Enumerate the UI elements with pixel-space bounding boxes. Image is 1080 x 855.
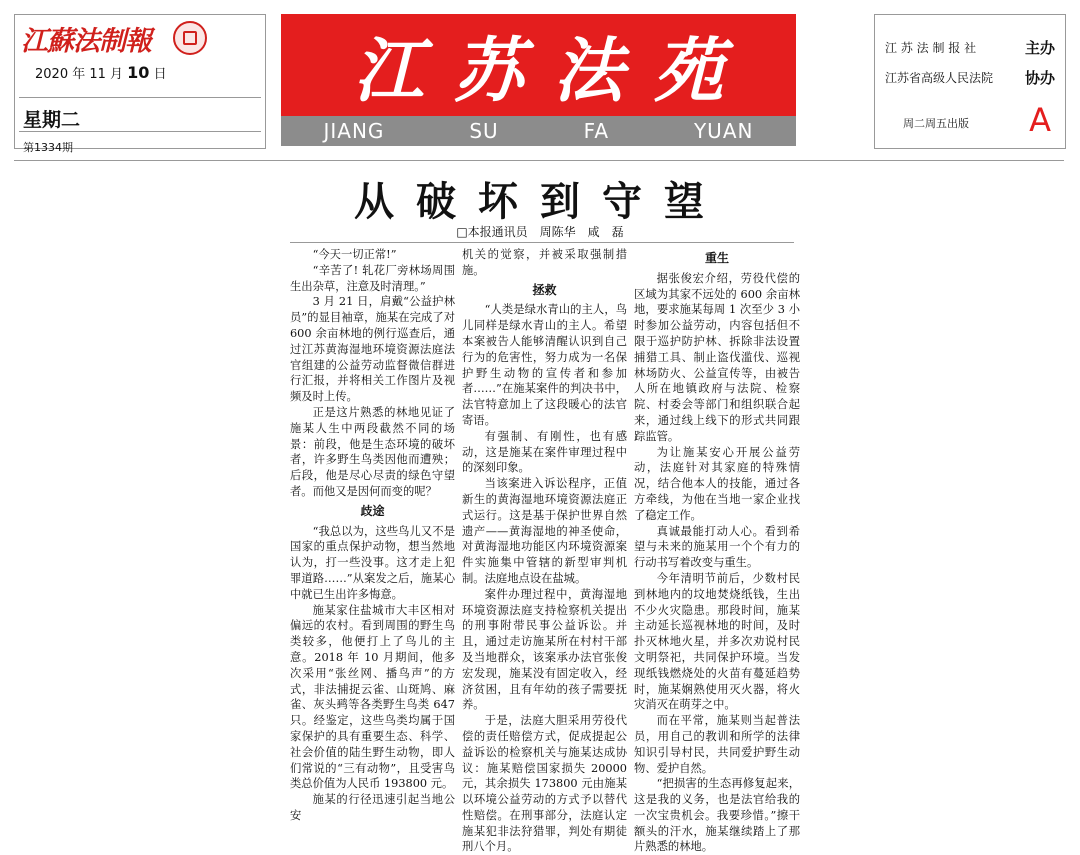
page-title — [281, 14, 796, 116]
masthead-rule — [14, 160, 1064, 161]
article-column-1 — [290, 247, 455, 824]
paragraph: 正是这片熟悉的林地见证了施某人生中两段截然不同的场景：前段，他是生态环境的破坏者，许多野生鸟类因他而遭殃；后段，他是尽心尽责的绿色守望者。而他又是因何而变的呢？ — [290, 405, 455, 498]
divider — [290, 242, 794, 243]
section-heading: 重生 — [704, 251, 729, 265]
co-organizer: 江苏省高级人民法院 — [885, 71, 994, 85]
section-heading: 拯救 — [532, 282, 557, 297]
pinyin-word: SU — [469, 119, 499, 143]
paragraph: 当该案进入诉讼程序，正值新生的黄海湿地环境资源法庭正式运行。这是基于保护世界自然遗产——黄海湿地的神圣使命，对黄海湿地功能区内环境资源案件实施集中管辖的新型审判机制。法庭地点设在盐城。 — [462, 477, 627, 585]
paragraph: 而在平常，施某则当起普法员，用自己的教训和所学的法律知识引导村民，共同爱护野生动物、爱护自然。 — [634, 714, 800, 775]
pinyin-word: FA — [583, 119, 610, 143]
paragraph: “今天一切正常!” — [312, 248, 397, 261]
divider — [19, 97, 261, 98]
paragraph: 于是，法庭大胆采用劳役代偿的责任赔偿方式，促成提起公益诉讼的检察机关与施某达成协议：施某赔偿国家损失 20000 元，其余损失 173800 元由施某以环境公益劳动的方式予以替代性赔偿。在刑事部分，法庭认定施某犯非法狩猎罪，判处有期徒刑八个月。 — [462, 714, 627, 854]
weekday: 星期二 — [23, 109, 81, 131]
publisher-box — [874, 14, 1066, 149]
paragraph: 案件办理过程中，黄海湿地环境资源法庭支持检察机关提出的刑事附带民事公益诉讼。并且，通过走访施某所在村村干部及当地群众，该案承办法官张俊宏发现，施某没有固定收入，经济贫困，且有年幼的孩子需要抚养。 — [462, 587, 627, 712]
date-box — [14, 14, 266, 154]
paragraph: 施某家住盐城市大丰区相对偏远的农村。看到周围的野生鸟类较多，他便打上了鸟儿的主意。2018 年 10 月期间，他多次采用“张丝网、播鸟声”的方式，非法捕捉云雀、山斑鸠、麻雀、灰头鹀等各类野生鸟类 647 只。经鉴定，这些鸟类均属于国家保护的具有重要生态、科学、社会价值的陆生野生动物，即人们常说的“三有动物”，且受害鸟类总价值为人民币 193800 元。 — [290, 603, 455, 791]
paragraph: “人类是绿水青山的主人，鸟儿同样是绿水青山的主人。希望本案被告人能够清醒认识到自己行为的危害性，努力成为一名保护野生动物的宣传者和参加者……”在施某案件的判决书中，法官特意加上了这段暖心的法官寄语。 — [462, 303, 627, 427]
paragraph: 有强制、有刚性，也有感动，这是施某在案件审理过程中的深刻印象。 — [462, 429, 627, 475]
title-char: 法 — [553, 28, 624, 112]
paragraph: “我总以为，这些鸟儿又不是国家的重点保护动物，想当然地认为，打一些没事。这才走上犯罪道路……”从案发之后，施某心中就已生出许多悔意。 — [290, 524, 455, 601]
article-byline: □本报通讯员 周陈华 咸 磊 — [456, 225, 624, 239]
article-column-2 — [462, 247, 627, 855]
paragraph: 据张俊宏介绍，劳役代偿的区域为其家不远处的 600 余亩林地，要求施某每周 1 次至少 3 小时参加公益劳动，内容包括但不限于巡护防护林、拆除非法设置捕猎工具、制止盗伐滥伐、巡视林场防火、公益宣传等，由被告人所在地镇政府与法院、检察院、村委会等部门和组织联合起来，通过线上线下的形式共同跟踪监管。 — [634, 271, 800, 443]
court-emblem-icon — [173, 21, 207, 55]
masthead — [0, 0, 1080, 163]
title-banner — [281, 14, 796, 116]
paragraph: 施某的行径迅速引起当地公安 — [290, 793, 455, 822]
paragraph: 今年清明节前后，少数村民到林地内的坟地焚烧纸钱，生出不少火灾隐患。那段时间，施某主动延长巡视林地的时间，及时扑灭林地火星，并多次劝说村民文明祭祀，共同保护环境。当发现纸钱燃烧处的火苗有蔓延趋势时，施某娴熟使用灭火器，将火灾消灭在萌芽之中。 — [634, 571, 800, 712]
paragraph: “辛苦了! 轧花厂旁林场周围生出杂草，注意及时清理。” — [290, 263, 455, 293]
title-char: 江 — [353, 28, 424, 112]
issue-date: 2020 年 11 月 10 日 — [35, 63, 167, 82]
pinyin-word: YUAN — [693, 119, 754, 143]
publication-frequency: 周二周五出版 — [903, 117, 969, 130]
pinyin-bar — [281, 116, 796, 146]
paragraph: 3 月 21 日，肩戴“公益护林员”的显目袖章，施某在完成了对 600 余亩林地的例行巡查后，通过江苏黄海湿地环境资源法庭法官组建的公益劳动监督微信群进行汇报，并将相关工作图片及视频及时上传。 — [290, 295, 455, 404]
organizer: 江 苏 法 制 报 社 — [885, 41, 977, 55]
article-column-3 — [634, 247, 800, 855]
co-organizer-role: 协办 — [1024, 69, 1055, 87]
paragraph: 为让施某安心开展公益劳动，法庭针对其家庭的特殊情况，结合他本人的技能，通过各方牵线，为他在当地一家企业找了稳定工作。 — [634, 445, 800, 522]
paragraph: 真诚最能打动人心。看到希望与未来的施某用一个个有力的行动书写着改变与重生。 — [634, 524, 800, 570]
article-headline: 从破坏到守望 — [354, 179, 726, 225]
organizer-role: 主办 — [1024, 39, 1055, 57]
paragraph: 机关的觉察，并被采取强制措施。 — [462, 248, 627, 277]
divider — [19, 131, 261, 132]
newspaper-logo: 江蘇法制報 — [21, 26, 151, 57]
section-heading: 歧途 — [360, 503, 385, 518]
paragraph: “把损害的生态再修复起来，这是我的义务，也是法官给我的一次宝贵机会。我要珍惜。”擦干额头的汗水，施某继续踏上了那片熟悉的林地。 — [634, 777, 800, 854]
issue-number: 第1334期 — [23, 141, 73, 154]
title-char: 苑 — [653, 28, 724, 112]
section-letter: A — [1029, 101, 1051, 139]
pinyin-word: JIANG — [323, 119, 385, 143]
title-char: 苏 — [453, 28, 524, 112]
